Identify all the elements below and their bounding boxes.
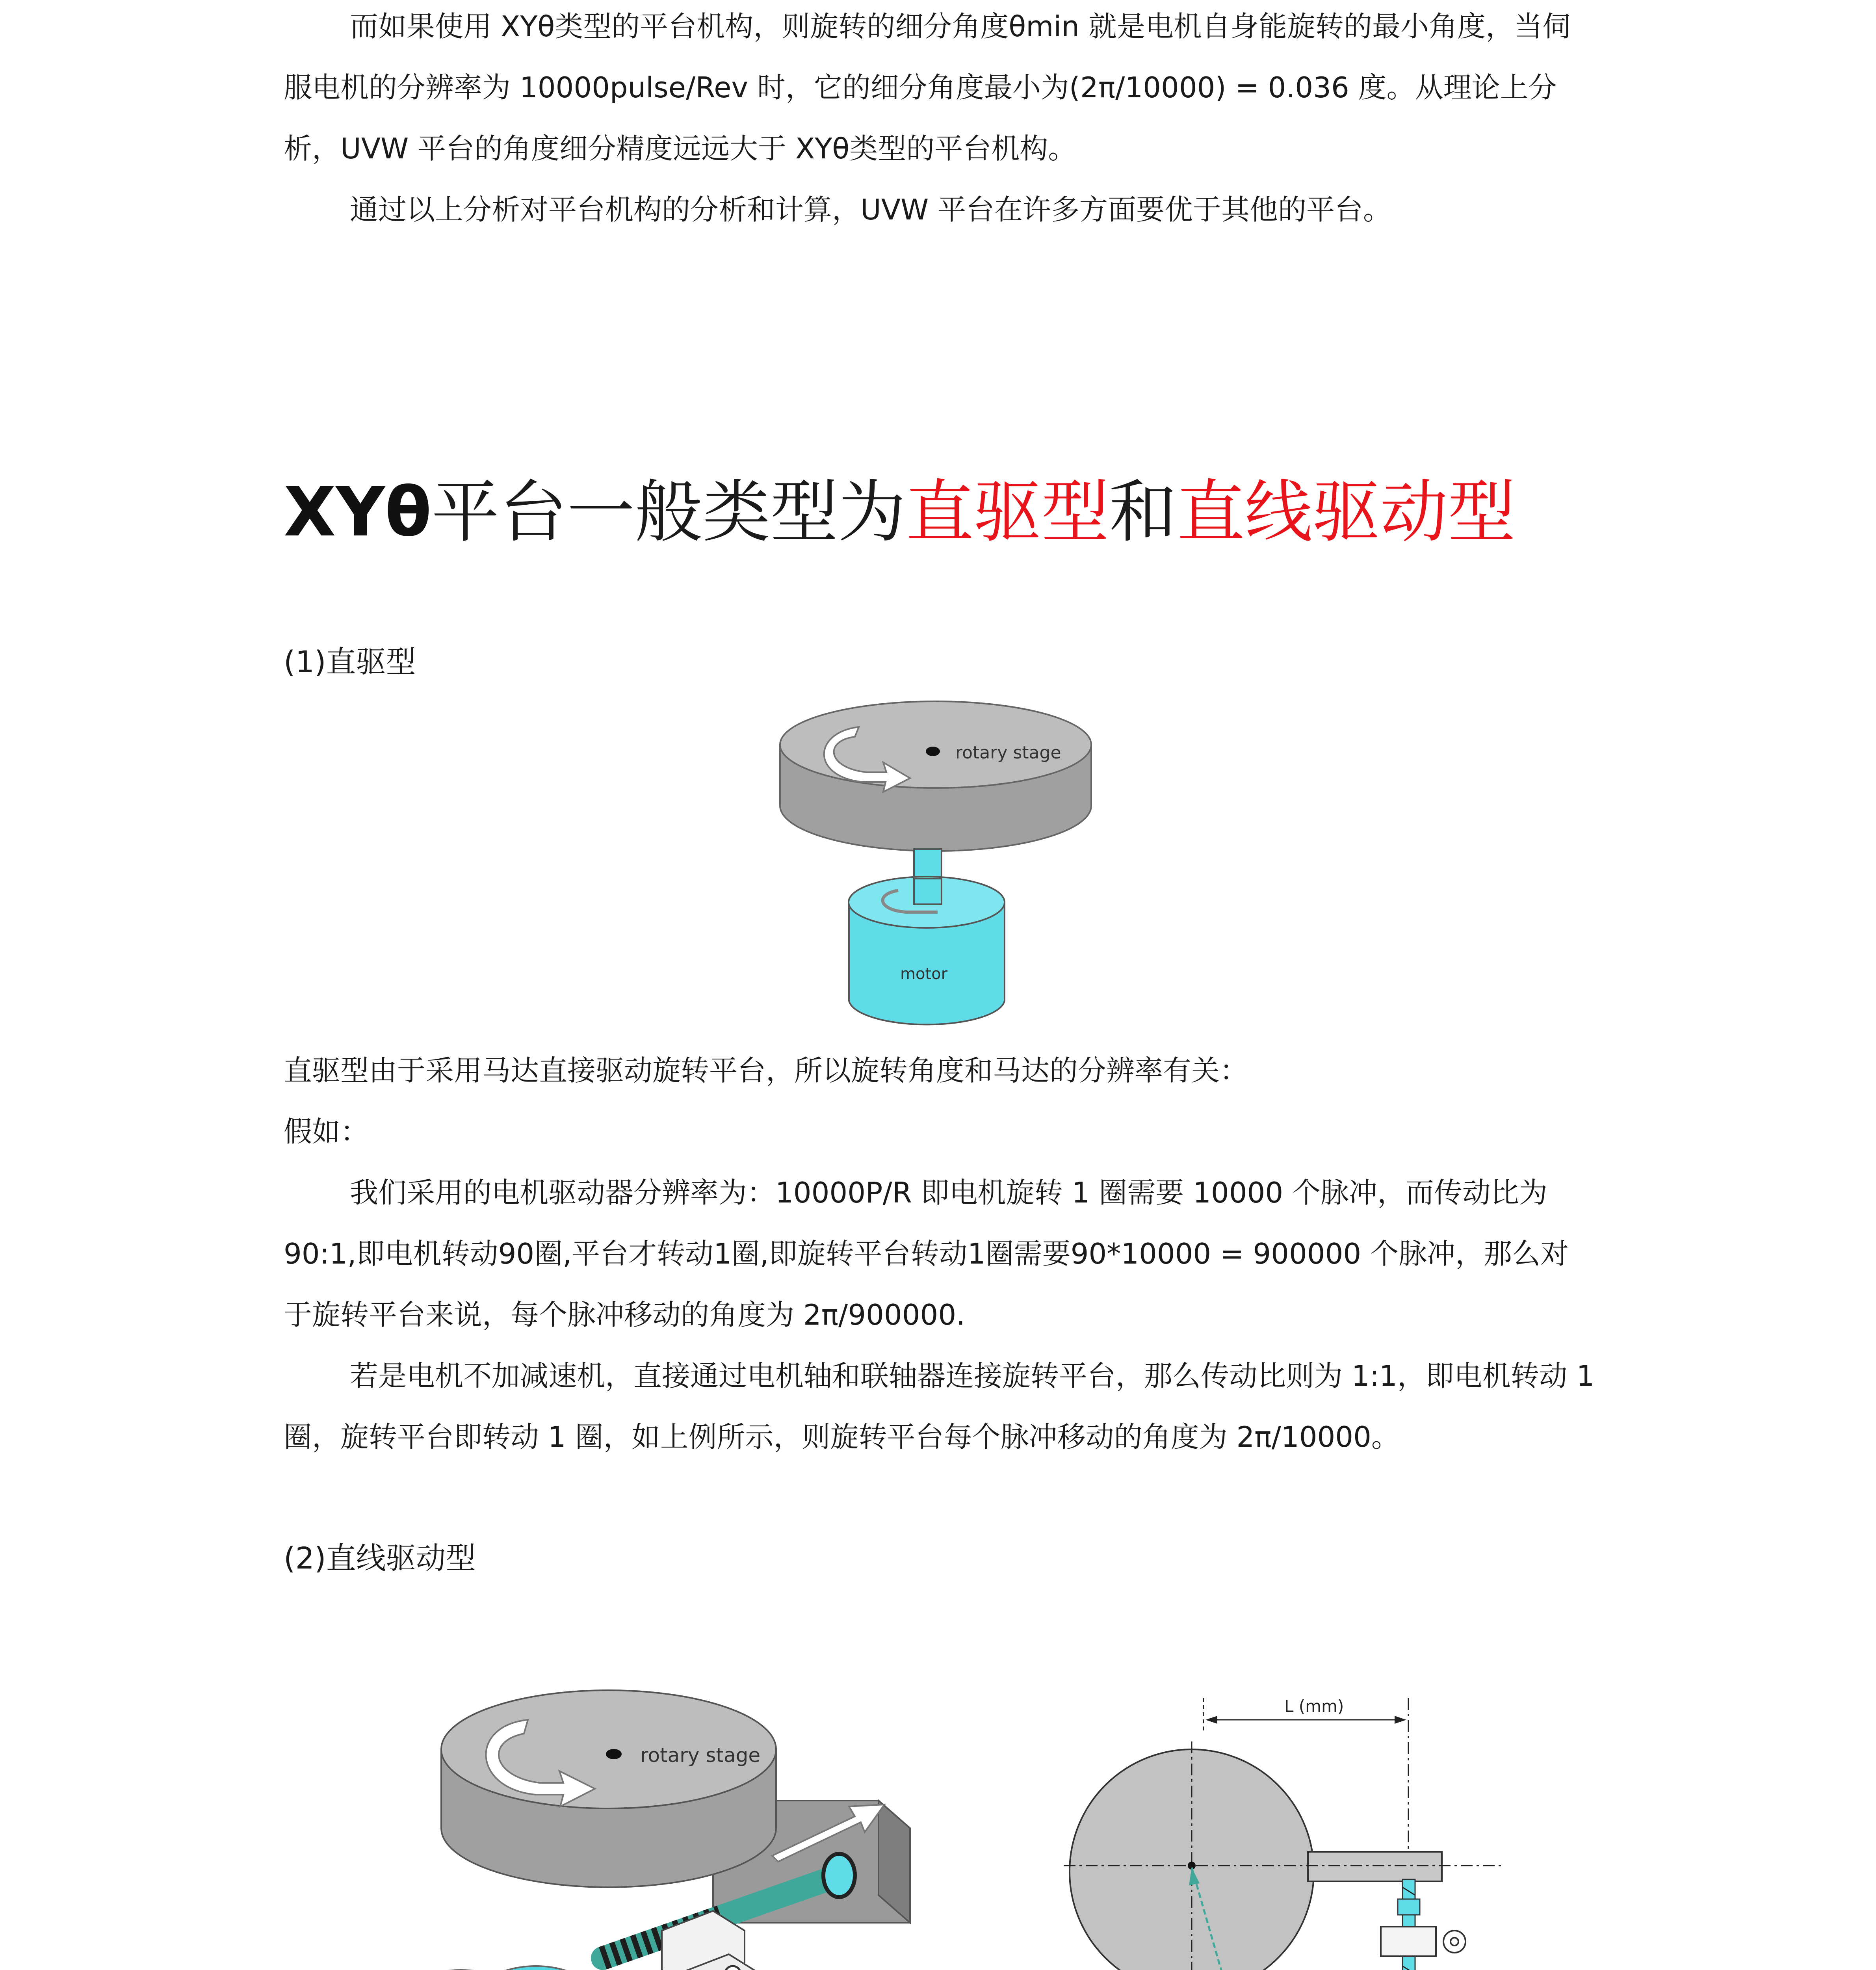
label-linear-drive: (2)直线驱动型 [284,1541,476,1576]
paragraph-suppose: 假如： [284,1115,369,1148]
paragraph-direct-drive-desc: 直驱型由于采用马达直接驱动旋转平台，所以旋转角度和马达的分辨率有关： [284,1054,1248,1087]
section-heading [284,465,1516,559]
paragraph-no-reducer: 若是电机不加减速机，直接通过电机轴和联轴器连接旋转平台，那么传动比则为 1:1，即电机转动 1 圈，旋转平台即转动 1 圈，如上例所示，则旋转平台每个脉冲移动的角度为 2π/10000。 [284,1359,1595,1453]
heading-xytheta: XYθ [284,472,432,552]
nut-block [1381,1927,1436,1956]
figure-direct-drive [780,701,1095,1036]
paragraph-gear-ratio: 我们采用的电机驱动器分辨率为：10000P/R 即电机旋转 1 圈需要 10000 个脉冲，而传动比为90:1,即电机转动90圈,平台才转动1圈,即旋转平台转动1圈需要90*10000 = 900000 个脉冲，那么对于旋转平台来说，每个脉冲移动的角度为 2π/900000. [284,1176,1569,1331]
paragraph-uvw-precision: 而如果使用 XYθ类型的平台机构，则旋转的细分角度θmin 就是电机自身能旋转的最小角度，当伺服电机的分辨率为 10000pulse/Rev 时，它的细分角度最小为(2π/10000) = 0.036 度。从理论上分析，UVW 平台的角度细分精度远远大于 XYθ类型的平台机构。 [284,10,1571,165]
heading-text-1: 平台一般类型为 [431,472,906,552]
figure-linear-drive-3d [366,1671,926,1970]
heading-and: 和 [1109,472,1177,552]
heading-linear-drive: 直线驱动型 [1177,472,1516,552]
motor-neck [457,1966,615,1970]
screw-end [823,1854,855,1897]
stage-label: rotary stage [640,1744,761,1767]
paragraph-uvw-conclusion: 通过以上分析对平台机构的分析和计算，UVW 平台在许多方面要优于其他的平台。 [350,193,1392,226]
shaft-base [914,879,942,904]
stage-label: rotary stage [955,743,1061,763]
heading-direct-drive: 直驱型 [906,472,1109,552]
coupling [1398,1899,1420,1915]
figure-linear-drive-schematic [1064,1690,1505,1970]
bolt-inner [1451,1938,1458,1946]
center-dot [926,747,940,756]
dim-arrow-right-icon [1395,1716,1406,1724]
dim-label: L (mm) [1284,1697,1344,1716]
center-dot [606,1749,622,1759]
stage-arm [1308,1852,1442,1881]
label-direct-drive: (1)直驱型 [284,644,416,679]
motor-label: motor [900,965,948,983]
dim-arrow-left-icon [1205,1716,1217,1724]
